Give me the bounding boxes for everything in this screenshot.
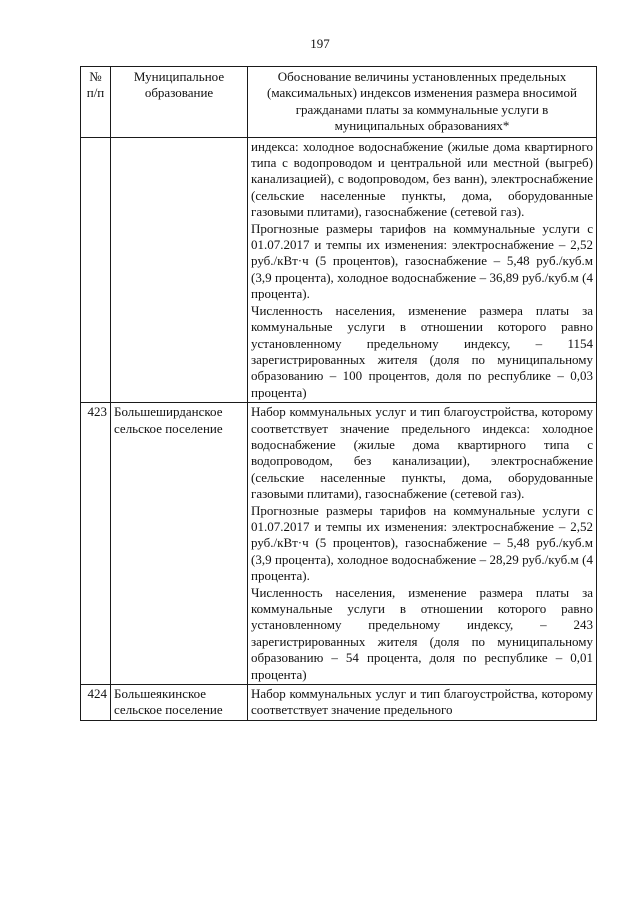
- table-row: [81, 403, 597, 685]
- page-number: 197: [310, 36, 330, 51]
- header-justification: Обоснование величины установленных предельных (максимальных) индексов изменения размера вносимой гражданами платы за коммунальные услуги в муниципальных образованиях*: [248, 67, 597, 138]
- header-municipality: Муниципальное образование: [111, 67, 248, 138]
- row-number: [81, 137, 111, 403]
- table-row: [81, 685, 597, 721]
- table-header-row: [81, 67, 597, 138]
- row-justification: [248, 403, 597, 685]
- justification-paragraph: Набор коммунальных услуг и тип благоустройства, которому соответствует значение предельного индекса: холодное водоснабжение (жилые дома квартирного типа с водопроводом, без канализации), электроснабжение (сельские населенные пункты, дома, оборудованные газовыми плитами), газоснабжение (сетевой газ).: [251, 404, 593, 502]
- justification-paragraph: индекса: холодное водоснабжение (жилые дома квартирного типа с водопроводом и центральной или местной (выгреб) канализацией), с водопроводом, без ванн), электроснабжение (сельские населенные пункты, дома, оборудованные газовыми плитами), газоснабжение (сетевой газ).: [251, 138, 593, 220]
- row-municipality: Большеякинское сельское поселение: [111, 685, 248, 721]
- row-municipality: [111, 137, 248, 403]
- row-municipality: Большеширданское сельское поселение: [111, 403, 248, 685]
- justification-paragraph: Набор коммунальных услуг и тип благоустройства, которому соответствует значение предельного: [251, 686, 593, 718]
- justification-paragraph: Прогнозные размеры тарифов на коммунальные услуги с 01.07.2017 и темпы их изменения: электроснабжение – 2,52 руб./кВт·ч (5 процентов), газоснабжение – 5,48 руб./куб.м (3,9 процента), холодное водоснабжение – 28,29 руб./куб.м (4 процента).: [251, 502, 593, 584]
- row-justification: [248, 137, 597, 403]
- row-number: 424: [81, 685, 111, 721]
- justification-paragraph: Прогнозные размеры тарифов на коммунальные услуги с 01.07.2017 и темпы их изменения: электроснабжение – 2,52 руб./кВт·ч (5 процентов), газоснабжение – 5,48 руб./куб.м (3,9 процента), холодное водоснабжение – 36,89 руб./куб.м (4 процента).: [251, 220, 593, 302]
- table-row: [81, 137, 597, 403]
- header-number: № п/п: [81, 67, 111, 138]
- row-number: 423: [81, 403, 111, 685]
- justification-paragraph: Численность населения, изменение размера платы за коммунальные услуги в отношении которого равно установленному предельному индексу, – 1154 зарегистрированных жителя (доля по муниципальному образованию – 100 процентов, доля по республике – 0,03 процента): [251, 302, 593, 400]
- justification-paragraph: Численность населения, изменение размера платы за коммунальные услуги в отношении которого равно установленному предельному индексу, – 243 зарегистрированных жителя (доля по муниципальному образованию – 54 процента, доля по республике – 0,01 процента): [251, 584, 593, 682]
- tariff-index-table: [80, 66, 597, 721]
- row-justification: [248, 685, 597, 721]
